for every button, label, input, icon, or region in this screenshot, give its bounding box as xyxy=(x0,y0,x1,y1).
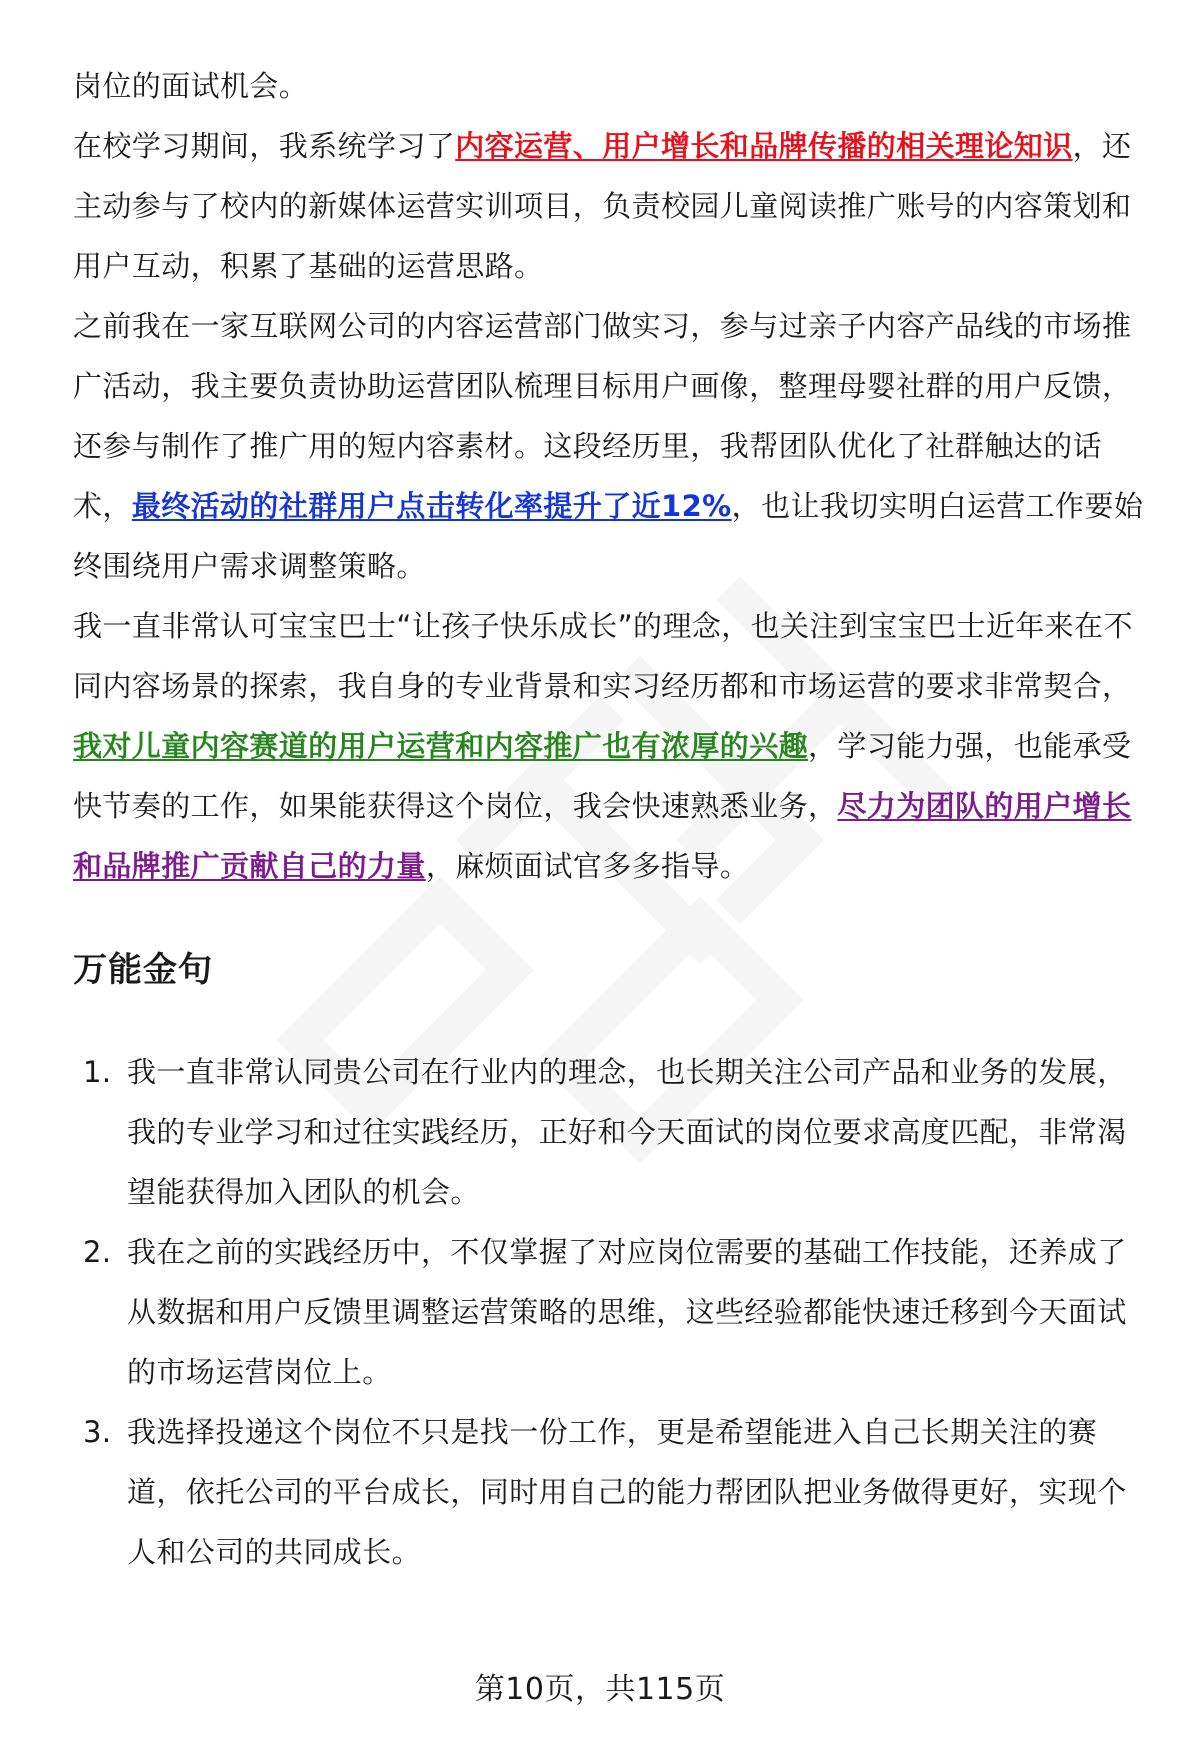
text-segment: ，麻烦面试官多多指导。 xyxy=(425,849,750,883)
highlight-green-interest: 我对儿童内容赛道的用户运营和内容推广也有浓厚的兴趣 xyxy=(73,729,809,763)
section-title: 万能金句 xyxy=(73,950,213,990)
list-item-number: 3. xyxy=(83,1415,112,1449)
text-segment: ，学习能力强，也能承受快节奏的工作，如果能获得这个岗位，我会快速熟悉业务， xyxy=(73,729,1132,823)
text-segment: 在校学习期间，我系统学习了 xyxy=(73,129,456,163)
paragraph-study xyxy=(73,116,1153,296)
text-segment: ，也让我切实明白运营工作要始终围绕用户需求调整策略。 xyxy=(73,489,1144,583)
paragraph-motivation xyxy=(73,596,1153,896)
text-segment: 岗位的面试机会。 xyxy=(73,69,309,103)
highlight-blue-conversion: 最终活动的社群用户点击转化率提升了近12% xyxy=(131,489,732,523)
highlight-purple-contribution: 尽力为团队的用户增长和品牌推广贡献自己的力量 xyxy=(73,789,1132,883)
text-segment: 我一直非常认可宝宝巴士“让孩子快乐成长”的理念，也关注到宝宝巴士近年来在不同内容场景的探索，我自身的专业背景和实习经历都和市场运营的要求非常契合， xyxy=(73,609,1133,703)
list-item xyxy=(73,1222,1153,1402)
list-item xyxy=(73,1042,1153,1222)
list-item-number: 1. xyxy=(83,1055,112,1089)
list-item xyxy=(73,1402,1153,1582)
text-segment: 之前我在一家互联网公司的内容运营部门做实习，参与过亲子内容产品线的市场推广活动，我主要负责协助运营团队梳理目标用户画像，整理母婴社群的用户反馈，还参与制作了推广用的短内容素材。这段经历里，我帮团队优化了社群触达的话术， xyxy=(73,309,1132,523)
page-number-footer: 第10页，共115页 xyxy=(474,1672,726,1707)
list-item-number: 2. xyxy=(83,1235,112,1269)
text-segment: ，还主动参与了校内的新媒体运营实训项目，负责校园儿童阅读推广账号的内容策划和用户互动，积累了基础的运营思路。 xyxy=(73,129,1132,283)
highlight-red-theory: 内容运营、用户增长和品牌传播的相关理论知识 xyxy=(455,129,1073,163)
list-item-text: 我在之前的实践经历中，不仅掌握了对应岗位需要的基础工作技能，还养成了从数据和用户反馈里调整运营策略的思维，这些经验都能快速迁移到今天面试的市场运营岗位上。 xyxy=(127,1235,1127,1389)
list-item-text: 我一直非常认同贵公司在行业内的理念，也长期关注公司产品和业务的发展，我的专业学习和过往实践经历，正好和今天面试的岗位要求高度匹配，非常渴望能获得加入团队的机会。 xyxy=(127,1055,1127,1209)
list-item-text: 我选择投递这个岗位不只是找一份工作，更是希望能进入自己长期关注的赛道，依托公司的平台成长，同时用自己的能力帮团队把业务做得更好，实现个人和公司的共同成长。 xyxy=(127,1415,1127,1569)
paragraph-intro-tail xyxy=(73,56,1153,116)
golden-sentences-list xyxy=(73,1042,1153,1582)
paragraph-internship xyxy=(73,296,1153,596)
document-body xyxy=(73,56,1153,1582)
